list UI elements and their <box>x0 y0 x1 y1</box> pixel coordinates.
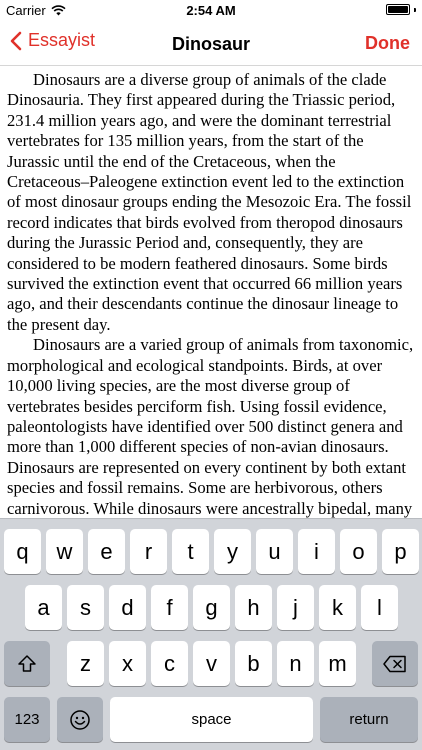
key-w[interactable]: w <box>46 529 83 574</box>
key-o[interactable]: o <box>340 529 377 574</box>
key-q[interactable]: q <box>4 529 41 574</box>
key-x[interactable]: x <box>109 641 146 686</box>
status-bar <box>0 0 422 22</box>
battery-level <box>388 6 408 13</box>
key-p[interactable]: p <box>382 529 419 574</box>
return-key[interactable]: return <box>320 697 418 742</box>
key-k[interactable]: k <box>319 585 356 630</box>
numbers-key[interactable]: 123 <box>4 697 50 742</box>
key-l[interactable]: l <box>361 585 398 630</box>
battery-tip <box>414 8 416 12</box>
key-s[interactable]: s <box>67 585 104 630</box>
key-r[interactable]: r <box>130 529 167 574</box>
key-j[interactable]: j <box>277 585 314 630</box>
key-v[interactable]: v <box>193 641 230 686</box>
keyboard <box>0 518 422 750</box>
navigation-bar <box>0 22 422 66</box>
essay-paragraph-text: Dinosaurs are a varied group of animals from taxonomic, morphological and ecological standpoints. Birds, at over 10,000 living species, are the most diverse group of vertebrates besides perciform fish. Using fossil evidence, paleontologists have identified over 500 distinct genera and more than 1,000 different species of non-avian dinosaurs. Dinosaurs are represented on every continent by both extant species and fossil remains. Some are herbivorous, others carnivorous. While dinosaurs were ancestrally bipedal, many <box>7 335 414 518</box>
key-f[interactable]: f <box>151 585 188 630</box>
carrier-label: Carrier <box>6 3 46 18</box>
delete-key[interactable] <box>372 641 418 686</box>
essay-paragraph: Dinosaurs are a diverse group of animals of the clade Dinosauria. They first appeared during the Triassic period, 231.4 million years ago, and were the dominant terrestrial vertebrates for 135 million years, from the start of the Jurassic until the end of the Cretaceous, when the Cretaceous–Paleogene extinction event led to the extinction of most dinosaur groups ending the Mesozoic Era. The fossil record indicates that birds evolved from theropod dinosaurs during the Jurassic Period and, consequently, they are considered to be modern feathered dinosaurs. Some birds survived the extinction event that occurred 66 million years ago, and their descendants continue the dinosaur lineage to the present day. <box>7 70 412 334</box>
key-g[interactable]: g <box>193 585 230 630</box>
page-title: Dinosaur <box>171 34 250 54</box>
shift-key[interactable] <box>4 641 50 686</box>
status-time: 2:54 AM <box>186 3 236 18</box>
status-right <box>386 4 416 15</box>
key-i[interactable]: i <box>298 529 335 574</box>
key-t[interactable]: t <box>172 529 209 574</box>
key-u[interactable]: u <box>256 529 293 574</box>
key-h[interactable]: h <box>235 585 272 630</box>
done-button[interactable]: Done <box>365 33 410 53</box>
key-n[interactable]: n <box>277 641 314 686</box>
shift-icon <box>17 654 37 674</box>
space-key[interactable]: space <box>110 697 313 742</box>
back-button-label: Essayist <box>28 30 96 50</box>
emoji-icon <box>69 709 91 731</box>
battery-icon <box>386 4 410 15</box>
essay-text-area[interactable] <box>0 70 422 518</box>
essay-paragraph <box>7 335 415 518</box>
key-c[interactable]: c <box>151 641 188 686</box>
key-z[interactable]: z <box>67 641 104 686</box>
emoji-key[interactable] <box>57 697 103 742</box>
key-b[interactable]: b <box>235 641 272 686</box>
key-a[interactable]: a <box>25 585 62 630</box>
key-e[interactable]: e <box>88 529 125 574</box>
key-y[interactable]: y <box>214 529 251 574</box>
key-d[interactable]: d <box>109 585 146 630</box>
key-m[interactable]: m <box>319 641 356 686</box>
backspace-icon <box>383 655 407 673</box>
